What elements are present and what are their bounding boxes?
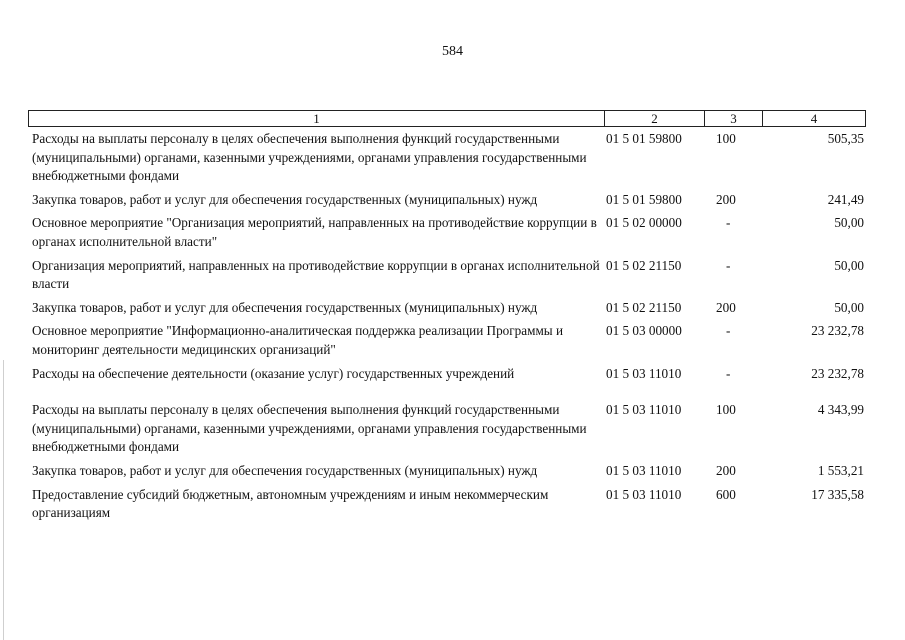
row-amount: 1 553,21: [817, 462, 864, 478]
row-code: 01 5 03 11010: [606, 365, 682, 381]
row-type: 200: [716, 191, 736, 207]
row-type: 600: [716, 486, 736, 502]
header-col-1: 1: [29, 111, 605, 126]
table-row: [32, 486, 866, 523]
table-row: [32, 401, 866, 457]
row-code: 01 5 01 59800: [606, 131, 682, 146]
row-name: Предоставление субсидий бюджетным, автономным учреждениям и иным некоммерческим организациям: [32, 486, 549, 521]
row-amount: 50,00: [834, 299, 864, 315]
row-amount: 4 343,99: [817, 402, 864, 418]
row-name: Основное мероприятие "Информационно-аналитическая поддержка реализации Программы и мониторинг деятельности медицинских организаций": [32, 323, 564, 357]
row-amount: 23 232,78: [811, 323, 864, 339]
row-type: 100: [716, 131, 736, 146]
row-code: 01 5 02 00000: [606, 215, 682, 231]
row-code: 01 5 03 11010: [606, 462, 682, 478]
table-row: [32, 462, 866, 481]
table-row: [32, 299, 866, 318]
table-header: [28, 110, 866, 127]
row-code: 01 5 02 21150: [606, 257, 682, 273]
row-type: 100: [716, 402, 736, 418]
header-col-2: 2: [605, 111, 705, 126]
row-amount: 50,00: [834, 215, 864, 231]
row-name: Расходы на обеспечение деятельности (оказание услуг) государственных учреждений: [32, 365, 515, 381]
row-type: 200: [716, 299, 736, 315]
table-row: [32, 322, 866, 359]
row-name: Закупка товаров, работ и услуг для обеспечения государственных (муниципальных) нужд: [32, 462, 538, 478]
row-name: Закупка товаров, работ и услуг для обеспечения государственных (муниципальных) нужд: [32, 191, 538, 207]
row-name: Закупка товаров, работ и услуг для обеспечения государственных (муниципальных) нужд: [32, 299, 538, 315]
row-amount: 50,00: [834, 257, 864, 273]
row-type: -: [726, 323, 731, 339]
table-row: [32, 191, 866, 210]
row-code: 01 5 02 21150: [606, 299, 682, 315]
table-row: [32, 257, 866, 294]
row-type: 200: [716, 462, 736, 478]
table-row: [32, 214, 866, 251]
row-code: 01 5 03 00000: [606, 323, 682, 339]
scan-edge-line: [3, 360, 4, 640]
row-code: 01 5 03 11010: [606, 402, 682, 418]
table-row: [32, 365, 866, 384]
header-col-4: 4: [810, 111, 818, 126]
row-type: -: [726, 365, 731, 381]
header-col-3: 3: [705, 111, 763, 126]
row-code: 01 5 03 11010: [606, 486, 682, 502]
row-amount: 505,35: [827, 131, 864, 146]
row-amount: 23 232,78: [811, 365, 864, 381]
row-type: -: [726, 257, 731, 273]
table-body: [32, 130, 866, 523]
row-name: Расходы на выплаты персоналу в целях обеспечения выполнения функций государственными (муниципальными) органами, казенными учреждениями, органами управления государственными внебюджетными фондами: [32, 402, 587, 455]
row-amount: 17 335,58: [811, 486, 864, 502]
row-code: 01 5 01 59800: [606, 191, 682, 207]
row-name: Расходы на выплаты персоналу в целях обеспечения выполнения функций государственными (муниципальными) органами, казенными учреждениями, органами управления государственными внебюджетными фондами: [32, 131, 587, 184]
row-name: Организация мероприятий, направленных на противодействие коррупции в органах исполнительной власти: [32, 257, 600, 292]
row-amount: 241,49: [827, 191, 864, 207]
table-row: [32, 130, 866, 186]
row-name: Основное мероприятие "Организация мероприятий, направленных на противодействие коррупции в органах исполнительной власти": [32, 215, 597, 249]
page-number: 584: [442, 44, 463, 59]
row-type: -: [726, 215, 731, 231]
